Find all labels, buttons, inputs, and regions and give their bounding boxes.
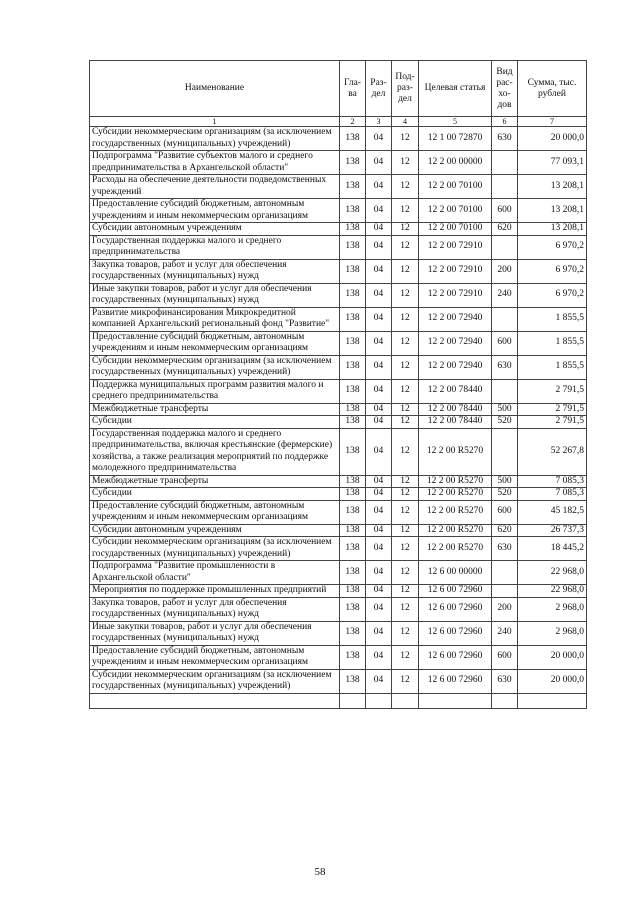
row-razdel: 04 [366, 199, 392, 223]
row-vid: 200 [492, 259, 518, 283]
row-name: Подпрограмма "Развитие субъектов малого и среднего предпринимательства в Архангельской области" [90, 151, 340, 175]
row-statya: 12 2 00 78440 [419, 379, 492, 403]
row-summa: 52 267,8 [518, 428, 587, 475]
row-podrazdel: 12 [392, 175, 419, 199]
column-index: 1 [90, 117, 340, 127]
table-row [90, 199, 587, 223]
row-podrazdel: 12 [392, 561, 419, 585]
row-summa: 13 208,1 [518, 223, 587, 236]
row-statya: 12 2 00 70100 [419, 175, 492, 199]
row-name: Предоставление субсидий бюджетным, автономным учреждениям и иным некоммерческим организациям [90, 645, 340, 669]
row-vid [492, 235, 518, 259]
row-statya: 12 2 00 72940 [419, 307, 492, 331]
row-razdel: 04 [366, 597, 392, 621]
row-statya: 12 6 00 00000 [419, 561, 492, 585]
row-summa: 22 968,0 [518, 585, 587, 598]
row-glava: 138 [340, 585, 366, 598]
table-row [90, 500, 587, 524]
row-vid: 600 [492, 645, 518, 669]
row-razdel: 04 [366, 175, 392, 199]
row-razdel: 04 [366, 621, 392, 645]
row-name: Мероприятия по поддержке промышленных предприятий [90, 585, 340, 598]
table-row [90, 379, 587, 403]
row-vid: 600 [492, 500, 518, 524]
row-statya: 12 2 00 72910 [419, 235, 492, 259]
row-name: Закупка товаров, работ и услуг для обеспечения государственных (муниципальных) нужд [90, 597, 340, 621]
row-vid [492, 585, 518, 598]
column-index-row [90, 117, 587, 127]
row-statya: 12 2 00 72940 [419, 331, 492, 355]
row-name: Закупка товаров, работ и услуг для обеспечения государственных (муниципальных) нужд [90, 259, 340, 283]
row-vid: 240 [492, 283, 518, 307]
row-vid [492, 151, 518, 175]
row-glava: 138 [340, 127, 366, 151]
row-podrazdel: 12 [392, 403, 419, 416]
row-name: Субсидии некоммерческим организациям (за исключением государственных (муниципальных) учреждений) [90, 127, 340, 151]
table-row [90, 475, 587, 488]
table-row [90, 669, 587, 693]
row-razdel: 04 [366, 331, 392, 355]
row-summa: 7 085,3 [518, 488, 587, 501]
header-name: Наименование [90, 61, 340, 117]
row-name: Подпрограмма "Развитие промышленности в Архангельской области" [90, 561, 340, 585]
row-statya: 12 6 00 72960 [419, 597, 492, 621]
row-statya: 12 1 00 72870 [419, 127, 492, 151]
row-vid: 240 [492, 621, 518, 645]
row-podrazdel: 12 [392, 621, 419, 645]
row-vid: 620 [492, 223, 518, 236]
row-summa: 77 093,1 [518, 151, 587, 175]
row-vid [492, 307, 518, 331]
row-podrazdel: 12 [392, 537, 419, 561]
row-podrazdel: 12 [392, 669, 419, 693]
row-statya: 12 6 00 72960 [419, 645, 492, 669]
row-razdel: 04 [366, 475, 392, 488]
row-glava: 138 [340, 175, 366, 199]
header-row [90, 61, 587, 117]
row-summa: 2 968,0 [518, 597, 587, 621]
row-summa: 13 208,1 [518, 175, 587, 199]
row-summa: 6 970,2 [518, 259, 587, 283]
row-razdel: 04 [366, 355, 392, 379]
row-razdel: 04 [366, 524, 392, 537]
row-podrazdel: 12 [392, 379, 419, 403]
row-glava: 138 [340, 283, 366, 307]
row-glava: 138 [340, 428, 366, 475]
table-row [90, 621, 587, 645]
column-index: 4 [392, 117, 419, 127]
row-glava: 138 [340, 621, 366, 645]
row-statya: 12 2 00 70100 [419, 199, 492, 223]
row-glava: 138 [340, 416, 366, 429]
row-glava: 138 [340, 500, 366, 524]
column-index: 2 [340, 117, 366, 127]
row-glava: 138 [340, 524, 366, 537]
row-razdel: 04 [366, 379, 392, 403]
row-razdel: 04 [366, 259, 392, 283]
row-glava: 138 [340, 151, 366, 175]
row-glava: 138 [340, 331, 366, 355]
row-podrazdel: 12 [392, 127, 419, 151]
row-vid: 620 [492, 524, 518, 537]
row-statya: 12 2 00 78440 [419, 416, 492, 429]
column-index: 7 [518, 117, 587, 127]
row-podrazdel: 12 [392, 500, 419, 524]
header-summa: Сумма, тыс. рублей [518, 61, 587, 117]
row-summa: 20 000,0 [518, 645, 587, 669]
row-vid: 630 [492, 669, 518, 693]
row-glava: 138 [340, 597, 366, 621]
row-statya: 12 2 00 78440 [419, 403, 492, 416]
row-razdel: 04 [366, 585, 392, 598]
row-glava: 138 [340, 235, 366, 259]
column-index: 5 [419, 117, 492, 127]
table-row [90, 151, 587, 175]
table-row [90, 307, 587, 331]
header-statya: Целевая статья [419, 61, 492, 117]
row-statya: 12 2 00 72910 [419, 259, 492, 283]
row-name: Развитие микрофинансирования Микрокредитной компанией Архангельский региональный фонд "Развитие" [90, 307, 340, 331]
row-razdel: 04 [366, 488, 392, 501]
header-glava: Гла-ва [340, 61, 366, 117]
row-vid: 520 [492, 488, 518, 501]
row-name: Субсидии некоммерческим организациям (за исключением государственных (муниципальных) учреждений) [90, 537, 340, 561]
row-glava: 138 [340, 355, 366, 379]
row-statya: 12 6 00 72960 [419, 669, 492, 693]
row-name: Поддержка муниципальных программ развития малого и среднего предпринимательства [90, 379, 340, 403]
row-vid [492, 175, 518, 199]
row-razdel: 04 [366, 223, 392, 236]
row-razdel: 04 [366, 416, 392, 429]
row-summa: 2 791,5 [518, 379, 587, 403]
row-summa: 20 000,0 [518, 669, 587, 693]
row-glava: 138 [340, 259, 366, 283]
row-podrazdel: 12 [392, 645, 419, 669]
table-row [90, 355, 587, 379]
row-summa: 1 855,5 [518, 355, 587, 379]
row-podrazdel: 12 [392, 223, 419, 236]
row-statya: 12 2 00 72910 [419, 283, 492, 307]
row-summa: 1 855,5 [518, 331, 587, 355]
table-body [90, 127, 587, 694]
row-podrazdel: 12 [392, 283, 419, 307]
row-podrazdel: 12 [392, 475, 419, 488]
table-row [90, 283, 587, 307]
column-index: 3 [366, 117, 392, 127]
row-glava: 138 [340, 488, 366, 501]
budget-table [89, 60, 587, 709]
row-podrazdel: 12 [392, 524, 419, 537]
row-razdel: 04 [366, 127, 392, 151]
row-glava: 138 [340, 199, 366, 223]
row-razdel: 04 [366, 403, 392, 416]
row-statya: 12 2 00 R5270 [419, 488, 492, 501]
row-razdel: 04 [366, 561, 392, 585]
row-podrazdel: 12 [392, 199, 419, 223]
row-podrazdel: 12 [392, 488, 419, 501]
table-row [90, 524, 587, 537]
row-razdel: 04 [366, 537, 392, 561]
table-row [90, 561, 587, 585]
row-vid: 200 [492, 597, 518, 621]
row-name: Межбюджетные трансферты [90, 475, 340, 488]
row-podrazdel: 12 [392, 355, 419, 379]
table-row [90, 416, 587, 429]
table-row [90, 585, 587, 598]
table-row [90, 223, 587, 236]
row-glava: 138 [340, 307, 366, 331]
row-vid: 520 [492, 416, 518, 429]
row-name: Субсидии некоммерческим организациям (за исключением государственных (муниципальных) учреждений) [90, 355, 340, 379]
row-name: Расходы на обеспечение деятельности подведомственных учреждений [90, 175, 340, 199]
row-razdel: 04 [366, 151, 392, 175]
row-statya: 12 6 00 72960 [419, 585, 492, 598]
row-vid: 500 [492, 403, 518, 416]
row-summa: 1 855,5 [518, 307, 587, 331]
row-glava: 138 [340, 669, 366, 693]
row-vid: 630 [492, 127, 518, 151]
row-name: Межбюджетные трансферты [90, 403, 340, 416]
row-name: Государственная поддержка малого и среднего предпринимательства, включая крестьянские (фермерские) хозяйства, а также реализация мероприятий по поддержке молодежного предпринимательства [90, 428, 340, 475]
row-name: Иные закупки товаров, работ и услуг для обеспечения государственных (муниципальных) нужд [90, 621, 340, 645]
row-name: Субсидии автономным учреждениям [90, 223, 340, 236]
row-statya: 12 2 00 R5270 [419, 475, 492, 488]
row-glava: 138 [340, 223, 366, 236]
row-summa: 2 791,5 [518, 416, 587, 429]
row-name: Субсидии некоммерческим организациям (за исключением государственных (муниципальных) учреждений) [90, 669, 340, 693]
row-statya: 12 2 00 R5270 [419, 524, 492, 537]
row-summa: 7 085,3 [518, 475, 587, 488]
row-statya: 12 2 00 00000 [419, 151, 492, 175]
row-razdel: 04 [366, 500, 392, 524]
row-podrazdel: 12 [392, 151, 419, 175]
row-summa: 26 737,3 [518, 524, 587, 537]
row-podrazdel: 12 [392, 428, 419, 475]
row-glava: 138 [340, 475, 366, 488]
row-vid: 500 [492, 475, 518, 488]
row-summa: 20 000,0 [518, 127, 587, 151]
row-glava: 138 [340, 403, 366, 416]
row-razdel: 04 [366, 645, 392, 669]
row-name: Предоставление субсидий бюджетным, автономным учреждениям и иным некоммерческим организациям [90, 500, 340, 524]
row-summa: 18 445,2 [518, 537, 587, 561]
row-razdel: 04 [366, 235, 392, 259]
row-name: Государственная поддержка малого и среднего предпринимательства [90, 235, 340, 259]
row-podrazdel: 12 [392, 331, 419, 355]
row-vid [492, 428, 518, 475]
row-razdel: 04 [366, 669, 392, 693]
row-podrazdel: 12 [392, 307, 419, 331]
row-vid: 630 [492, 537, 518, 561]
row-summa: 22 968,0 [518, 561, 587, 585]
row-name: Иные закупки товаров, работ и услуг для обеспечения государственных (муниципальных) нужд [90, 283, 340, 307]
page-number: 58 [314, 866, 326, 878]
table-row [90, 403, 587, 416]
row-vid [492, 379, 518, 403]
row-glava: 138 [340, 645, 366, 669]
table-row [90, 597, 587, 621]
row-vid [492, 561, 518, 585]
table-row [90, 331, 587, 355]
row-glava: 138 [340, 379, 366, 403]
row-name: Предоставление субсидий бюджетным, автономным учреждениям и иным некоммерческим организациям [90, 331, 340, 355]
table-row [90, 175, 587, 199]
row-podrazdel: 12 [392, 416, 419, 429]
row-statya: 12 2 00 72940 [419, 355, 492, 379]
header-razdel: Раз-дел [366, 61, 392, 117]
column-index: 6 [492, 117, 518, 127]
row-name: Предоставление субсидий бюджетным, автономным учреждениям и иным некоммерческим организациям [90, 199, 340, 223]
row-statya: 12 2 00 R5270 [419, 428, 492, 475]
header-podrazdel: Под-раз-дел [392, 61, 419, 117]
row-name: Субсидии автономным учреждениям [90, 524, 340, 537]
row-podrazdel: 12 [392, 235, 419, 259]
row-razdel: 04 [366, 283, 392, 307]
table-row [90, 259, 587, 283]
table-row [90, 537, 587, 561]
row-summa: 2 791,5 [518, 403, 587, 416]
row-razdel: 04 [366, 428, 392, 475]
row-glava: 138 [340, 537, 366, 561]
row-summa: 2 968,0 [518, 621, 587, 645]
table-row [90, 645, 587, 669]
row-summa: 6 970,2 [518, 283, 587, 307]
row-summa: 6 970,2 [518, 235, 587, 259]
header-vid: Вид рас-хо-дов [492, 61, 518, 117]
row-razdel: 04 [366, 307, 392, 331]
row-podrazdel: 12 [392, 597, 419, 621]
row-statya: 12 2 00 R5270 [419, 500, 492, 524]
row-summa: 13 208,1 [518, 199, 587, 223]
row-podrazdel: 12 [392, 259, 419, 283]
row-statya: 12 2 00 70100 [419, 223, 492, 236]
row-statya: 12 6 00 72960 [419, 621, 492, 645]
table-row [90, 235, 587, 259]
row-vid: 630 [492, 355, 518, 379]
row-vid: 600 [492, 199, 518, 223]
table-empty-row [90, 693, 587, 708]
row-name: Субсидии [90, 488, 340, 501]
table-row [90, 428, 587, 475]
row-glava: 138 [340, 561, 366, 585]
row-vid: 600 [492, 331, 518, 355]
row-statya: 12 2 00 R5270 [419, 537, 492, 561]
table-row [90, 127, 587, 151]
row-podrazdel: 12 [392, 585, 419, 598]
row-name: Субсидии [90, 416, 340, 429]
row-summa: 45 182,5 [518, 500, 587, 524]
table-row [90, 488, 587, 501]
